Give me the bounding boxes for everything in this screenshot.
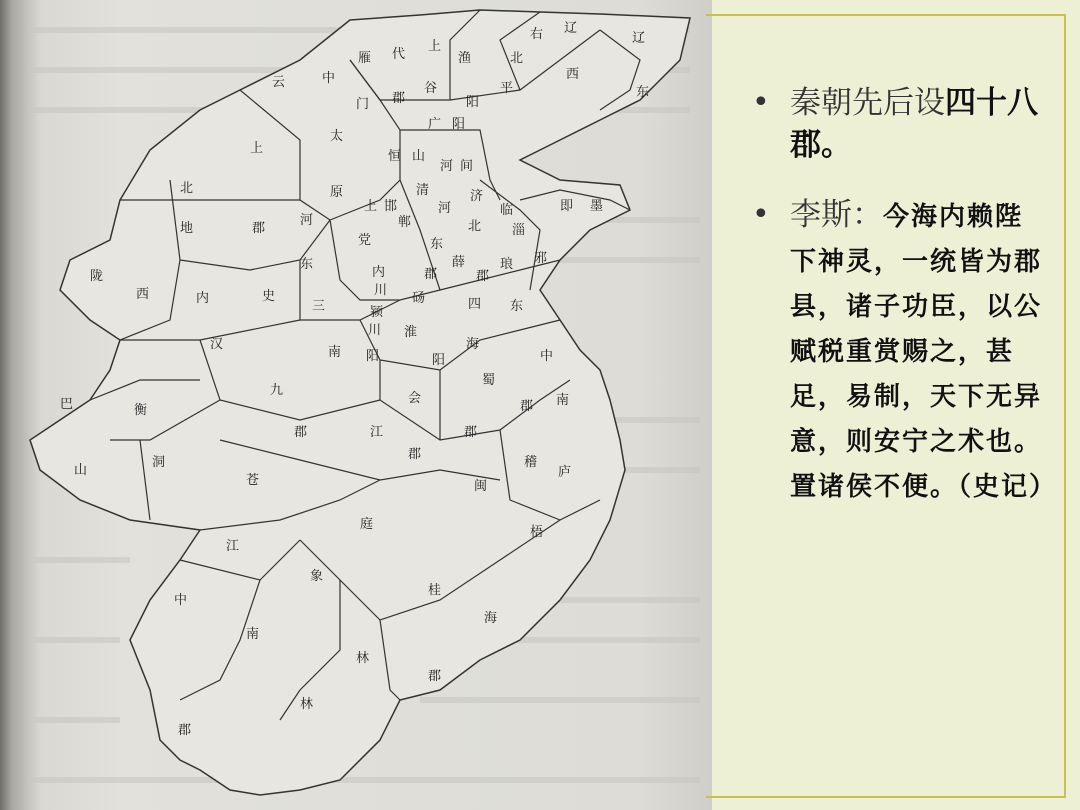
map-label: 海 xyxy=(484,611,498,626)
map-label: 辽 xyxy=(564,21,578,36)
map-label: 墨 xyxy=(590,199,604,214)
map-label: 琅 xyxy=(500,257,514,272)
map-label: 河 xyxy=(440,159,454,174)
map-label: 中 xyxy=(174,593,188,608)
map-label: 东 xyxy=(510,299,524,314)
bullet-speaker: 李斯： xyxy=(790,197,883,233)
map-label: 洞 xyxy=(152,455,166,470)
map-label: 桂 xyxy=(428,583,442,598)
map-label: 苍 xyxy=(246,473,260,488)
map-label: 恒 xyxy=(388,149,402,164)
map-label: 史 xyxy=(262,289,276,304)
map-label: 阳 xyxy=(366,349,380,364)
map-label: 间 xyxy=(460,159,474,174)
map-label: 阳 xyxy=(452,117,466,132)
map-label: 郡 xyxy=(476,269,490,284)
map-label: 郡 xyxy=(392,91,406,106)
map-label: 中 xyxy=(540,349,554,364)
map-label: 蜀 xyxy=(482,373,496,388)
map-label: 汉 xyxy=(210,337,224,352)
map-label: 平 xyxy=(500,81,514,96)
map-label: 北 xyxy=(510,51,524,66)
map-label: 陇 xyxy=(90,269,104,284)
map-label: 东 xyxy=(430,237,444,252)
map-label: 原 xyxy=(330,185,344,200)
bullet-dot-icon: • xyxy=(752,197,770,232)
map-label: 川 xyxy=(368,323,382,338)
map-label: 象 xyxy=(310,569,324,584)
map-label: 东 xyxy=(636,85,650,100)
map-label: 南 xyxy=(246,627,260,642)
map-label: 邪 xyxy=(534,251,548,266)
map-label: 门 xyxy=(356,97,370,112)
map-label: 右 xyxy=(530,27,544,42)
bullet-text: 秦朝先后设 xyxy=(790,85,945,121)
map-label: 上 xyxy=(364,199,378,214)
map-label: 上 xyxy=(428,39,442,54)
map-label: 郡 xyxy=(428,669,442,684)
map-label: 巴 xyxy=(60,397,74,412)
map-label: 中 xyxy=(322,71,336,86)
bullet-quote: 今海内赖陛下神灵，一统皆为郡县，诸子功臣，以公赋税重赏赐之，甚足，易制，天下无异意，则安宁之术也。置诸侯不便。（史记） xyxy=(790,202,1058,502)
map-label: 渔 xyxy=(458,51,472,66)
map-label: 北 xyxy=(180,181,194,196)
map-label: 内 xyxy=(372,265,386,280)
bullet-emphasis: 四十八郡。 xyxy=(790,85,1038,163)
map-label: 上 xyxy=(250,141,264,156)
map-label: 梧 xyxy=(530,525,544,540)
map-label: 邯 xyxy=(384,199,398,214)
map-label: 谷 xyxy=(424,81,438,96)
map-label: 九 xyxy=(270,383,284,398)
map-label: 江 xyxy=(370,425,384,440)
map-label: 郡 xyxy=(294,425,308,440)
bullet-dot-icon: • xyxy=(752,85,770,120)
map-label: 淄 xyxy=(512,223,526,238)
map-label: 内 xyxy=(196,291,210,306)
map-label: 庭 xyxy=(360,517,374,532)
map-label: 阳 xyxy=(466,95,480,110)
map-label: 三 xyxy=(312,299,326,314)
map-label: 北 xyxy=(468,219,482,234)
bullet-item-commanderies xyxy=(750,82,1050,166)
map-label: 川 xyxy=(374,283,388,298)
map-label: 衡 xyxy=(134,403,148,418)
map-label: 太 xyxy=(330,129,344,144)
map-label: 党 xyxy=(358,233,372,248)
map-label: 郡 xyxy=(424,267,438,282)
map-label: 地 xyxy=(180,221,194,236)
map-label: 西 xyxy=(566,67,580,82)
map-label: 郡 xyxy=(178,723,192,738)
map-label: 云 xyxy=(272,75,286,90)
map-label: 河 xyxy=(300,213,314,228)
map-label: 颍 xyxy=(370,305,384,320)
map-label: 雁 xyxy=(358,51,372,66)
map-label: 济 xyxy=(470,189,484,204)
map-label: 即 xyxy=(560,199,574,214)
map-label: 淮 xyxy=(404,325,418,340)
map-label: 海 xyxy=(466,337,480,352)
map-label: 稽 xyxy=(524,455,538,470)
bullet-list xyxy=(750,82,1058,509)
map-label: 郡 xyxy=(252,221,266,236)
map-label: 辽 xyxy=(632,31,646,46)
map-label: 薛 xyxy=(452,255,466,270)
map-label: 郡 xyxy=(464,425,478,440)
map-label: 广 xyxy=(428,117,442,132)
map-label: 闽 xyxy=(474,479,488,494)
map-label: 郡 xyxy=(520,399,534,414)
map-label: 山 xyxy=(74,463,88,478)
map-label: 代 xyxy=(392,47,406,62)
map-label: 南 xyxy=(328,345,342,360)
map-label: 江 xyxy=(226,539,240,554)
map-label: 临 xyxy=(500,203,514,218)
map-label: 山 xyxy=(412,149,426,164)
map-label: 林 xyxy=(356,651,370,666)
map-label: 阳 xyxy=(432,353,446,368)
map-label: 庐 xyxy=(558,465,572,480)
map-label: 林 xyxy=(300,697,314,712)
map-label: 东 xyxy=(300,257,314,272)
map-label: 河 xyxy=(438,201,452,216)
map-label: 郡 xyxy=(408,447,422,462)
map-label: 砀 xyxy=(412,291,426,306)
map-label: 西 xyxy=(136,287,150,302)
map-label: 会 xyxy=(408,391,422,406)
bullet-item-lisi-quote xyxy=(750,194,1058,509)
map-label: 南 xyxy=(556,393,570,408)
map-label: 四 xyxy=(468,297,482,312)
map-label: 郸 xyxy=(398,215,412,230)
map-label: 清 xyxy=(416,183,430,198)
